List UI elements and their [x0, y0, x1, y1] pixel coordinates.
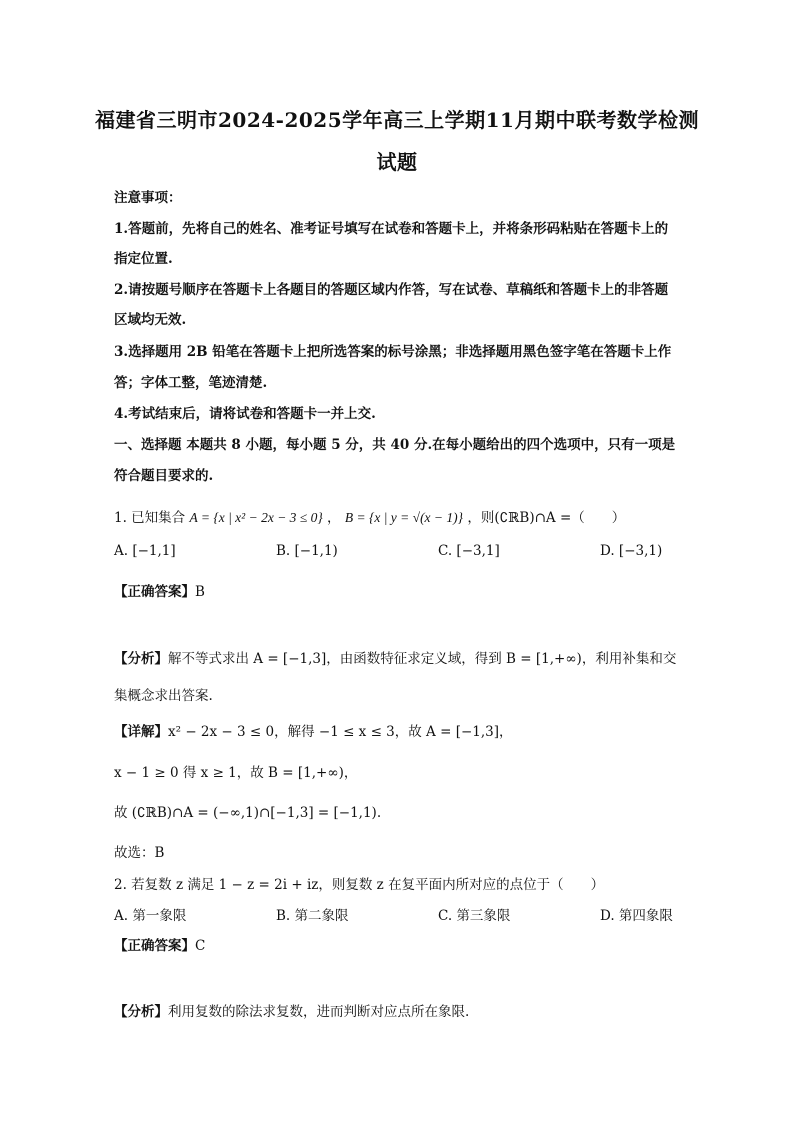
q1-analysis-cont: 集概念求出答案. — [114, 688, 213, 704]
answer-value: B — [195, 584, 205, 600]
question-2-stem: 2. 若复数 z 满足 1 − z = 2i + iz，则复数 z 在复平面内所对应的点位于（ ） — [114, 877, 605, 893]
q1-set-b: B = {x | y = √(x − 1)} — [344, 510, 464, 525]
q2-option-a: A. 第一象限 — [114, 908, 187, 924]
q1-choose: 故选：B — [114, 845, 165, 861]
q1-detail — [114, 720, 513, 740]
section-heading: 一、选择题 本题共 8 小题，每小题 5 分，共 40 分.在每小题给出的四个选项中，只有一项是 — [114, 437, 676, 453]
answer-label: 【正确答案】 — [114, 938, 195, 954]
notice-item: 2.请按题号顺序在答题卡上各题目的答题区域内作答，写在试卷、草稿纸和答题卡上的非答题 — [114, 282, 669, 298]
analysis-text: 利用复数的除法求复数，进而判断对应点所在象限. — [168, 1004, 470, 1020]
answer-value: C — [195, 938, 206, 954]
q1-detail-2: x − 1 ≥ 0 得 x ≥ 1，故 B = [1,+∞)， — [114, 765, 358, 781]
notice-item: 答；字体工整，笔迹清楚. — [114, 375, 268, 391]
q1-option-b: B. [−1,1) — [276, 543, 338, 559]
section-heading-cont: 符合题目要求的. — [114, 468, 214, 484]
q2-analysis — [114, 1000, 469, 1020]
q1-set-a: A = {x | x² − 2x − 3 ≤ 0} — [189, 510, 323, 525]
title-line-2: 试题 — [376, 150, 418, 174]
q1-option-c: C. [−3,1] — [438, 543, 500, 559]
notice-item: 3.选择题用 2B 铅笔在答题卡上把所选答案的标号涂黑；非选择题用黑色签字笔在答题卡上作 — [114, 344, 672, 360]
notice-item: 区域均无效. — [114, 312, 187, 328]
question-1-stem: 1. 已知集合 A = {x | x² − 2x − 3 ≤ 0} ， B = {x | y = √(x − 1)} ，则(∁ℝB)∩A =（ ） — [114, 510, 626, 526]
detail-text: x² − 2x − 3 ≤ 0，解得 −1 ≤ x ≤ 3，故 A = [−1,3]， — [168, 724, 513, 740]
analysis-label: 【分析】 — [114, 1004, 168, 1020]
notice-item: 指定位置. — [114, 251, 173, 267]
answer-label: 【正确答案】 — [114, 584, 195, 600]
analysis-label: 【分析】 — [114, 651, 168, 667]
analysis-text: 解不等式求出 A = [−1,3]，由函数特征求定义域，得到 B = [1,+∞)，利用补集和交 — [168, 651, 677, 667]
q1-prefix: 1. 已知集合 — [114, 510, 186, 526]
notice-item: 4.考试结束后，请将试卷和答题卡一并上交. — [114, 406, 376, 422]
q1-detail-3: 故 (∁ℝB)∩A = (−∞,1)∩[−1,3] = [−1,1). — [114, 805, 382, 821]
q2-answer — [114, 934, 205, 954]
notice-heading: 注意事项： — [114, 190, 182, 206]
q1-option-d: D. [−3,1) — [600, 543, 663, 559]
q2-option-b: B. 第二象限 — [276, 908, 349, 924]
q1-analysis — [114, 647, 676, 667]
detail-label: 【详解】 — [114, 724, 168, 740]
q1-suffix: ，则(∁ℝB)∩A =（ ） — [467, 510, 626, 526]
q1-option-a: A. [−1,1] — [114, 543, 176, 559]
title-line-1: 福建省三明市2024-2025学年高三上学期11月期中联考数学检测 — [95, 108, 699, 132]
q2-option-d: D. 第四象限 — [600, 908, 673, 924]
notice-item: 1.答题前，先将自己的姓名、准考证号填写在试卷和答题卡上，并将条形码粘贴在答题卡上的 — [114, 221, 669, 237]
q1-answer — [114, 580, 205, 600]
q2-option-c: C. 第三象限 — [438, 908, 511, 924]
